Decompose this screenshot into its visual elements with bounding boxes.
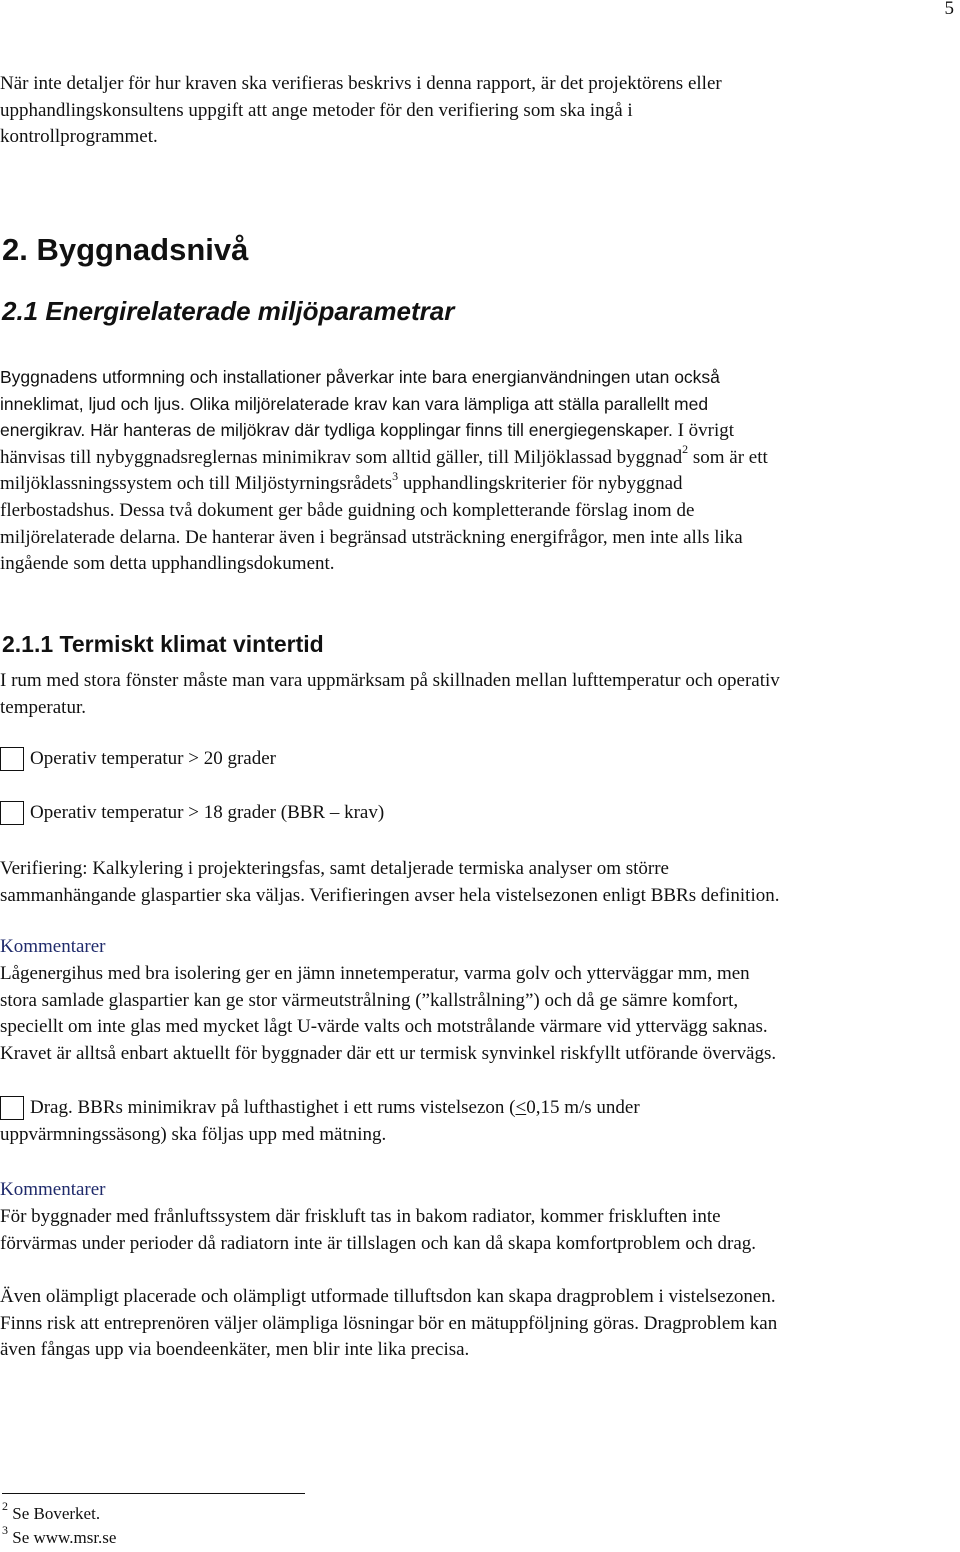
final-paragraph xyxy=(0,1284,958,1364)
drag-line xyxy=(0,1095,958,1122)
kommentar-paragraph xyxy=(0,1204,958,1257)
line-part: som är ett xyxy=(688,446,768,468)
heading-energirelaterade: 2.1 Energirelaterade miljöparametrar xyxy=(2,296,455,326)
paragraph-line: förvärmas under perioder då radiatorn inte är tillslagen och kan då skapa komfortproblem och drag. xyxy=(0,1232,757,1254)
checkbox[interactable] xyxy=(0,747,24,771)
footnote xyxy=(2,1499,101,1524)
paragraph-line: Kravet är alltså enbart aktuellt för byggnader där ett ur termisk synvinkel riskfyllt utförande övervägs. xyxy=(0,1042,777,1064)
paragraph-line: I rum med stora fönster måste man vara uppmärksam på skillnaden mellan lufttemperatur och operativ xyxy=(0,670,780,691)
kommentarer-heading: Kommentarer xyxy=(0,1179,106,1200)
paragraph-line: Byggnadens utformning och installationer påverkar inte bara energianvändningen utan också xyxy=(0,367,720,387)
heading-termiskt-klimat: 2.1.1 Termiskt klimat vintertid xyxy=(2,631,324,657)
option-label: Operativ temperatur > 18 grader (BBR – krav) xyxy=(30,802,385,823)
intro-line: kontrollprogrammet. xyxy=(0,126,158,148)
paragraph-line: inneklimat, ljud och ljus. Olika miljörelaterade krav kan vara lämpliga att ställa parallellt med xyxy=(0,393,709,414)
footnote-ref: 3 xyxy=(392,469,399,484)
kommentar-paragraph xyxy=(0,961,958,1067)
line-part: hänvisas till nybyggnadsreglernas minimikrav som alltid gäller, till Miljöklassad byggnad xyxy=(0,446,683,468)
paragraph-line: speciellt om inte glas med mycket lågt U-värde valts och motstrålande värmare vid yttervägg saknas. xyxy=(0,1016,768,1038)
paragraph-line: Även olämpligt placerade och olämpligt utformade tilluftsdon kan skapa dragproblem i vistelsezonen. xyxy=(0,1286,776,1307)
paragraph-line: stora samlade glaspartier kan ge stor värmeutstrålning (”kallstrålning”) och då ge sämre komfort, xyxy=(0,989,739,1011)
footnote-ref: 2 xyxy=(682,442,689,457)
paragraph-line: Finns risk att entreprenören väljer olämpliga lösningar bör en mätuppföljning göras. Dragproblem kan xyxy=(0,1312,778,1334)
line-part: I övrigt xyxy=(672,420,735,442)
footnote-separator xyxy=(2,1493,305,1494)
option-20-degrees[interactable] xyxy=(0,747,276,771)
paragraph-line: sammanhängande glaspartier ska väljas. Verifieringen avser hela vistelsezonen enligt BBRs definition. xyxy=(0,884,780,906)
line-part: energikrav. Här hanteras de miljökrav där tydliga kopplingar finns till energiegenskaper. xyxy=(0,420,673,441)
paragraph-line: miljörelaterade delarna. De hanterar även i begränsad utsträckning energifrågor, men inte alls lika xyxy=(0,526,743,548)
line-part: upphandlingskriterier för nybyggnad xyxy=(398,473,683,495)
footnote-text: Se www.msr.se xyxy=(8,1528,117,1547)
section-2-1-paragraph xyxy=(0,364,958,578)
page-number: 5 xyxy=(944,0,954,19)
paragraph-line xyxy=(0,442,958,472)
intro-paragraph xyxy=(0,71,958,151)
paragraph-line xyxy=(0,417,958,445)
paragraph-line: temperatur. xyxy=(0,696,86,718)
footnote-number: 2 xyxy=(2,1499,8,1514)
intro-line: När inte detaljer för hur kraven ska verifieras beskrivs i denna rapport, är det projektörens eller xyxy=(0,73,722,94)
checkbox[interactable] xyxy=(0,1096,24,1120)
line-part: miljöklassningssystem och till Miljöstyrningsrådets xyxy=(0,473,393,495)
paragraph-line: Lågenergihus med bra isolering ger en jämn innetemperatur, varma golv och ytterväggar mm, men xyxy=(0,963,750,984)
kommentarer-heading: Kommentarer xyxy=(0,936,106,957)
checkbox[interactable] xyxy=(0,801,24,825)
drag-option xyxy=(0,1095,958,1148)
paragraph-line: även fångas upp via boendeenkäter, men blir inte lika precisa. xyxy=(0,1339,470,1361)
option-18-degrees[interactable] xyxy=(0,801,384,825)
paragraph-line: flerbostadshus. Dessa två dokument ger både guidning och kompletterande förslag inom de xyxy=(0,499,695,521)
verification-paragraph xyxy=(0,856,958,909)
section-2-1-1-paragraph xyxy=(0,668,958,721)
paragraph-line: Verifiering: Kalkylering i projekteringsfas, samt detaljerade termiska analyser om större xyxy=(0,858,669,879)
paragraph-line xyxy=(0,471,958,498)
paragraph-line: ingående som detta upphandlingsdokument. xyxy=(0,553,335,575)
paragraph-line: För byggnader med frånluftssystem där friskluft tas in bakom radiator, kommer friskluften inte xyxy=(0,1206,721,1227)
less-equal-sign: < xyxy=(515,1097,527,1118)
footnote-text: Se Boverket. xyxy=(8,1504,101,1523)
drag-line: uppvärmningssäsong) ska följas upp med mätning. xyxy=(0,1123,387,1145)
footnote xyxy=(2,1523,117,1548)
line-part: Drag. BBRs minimikrav på lufthastighet i ett rums vistelsezon ( xyxy=(30,1097,516,1118)
heading-byggnadsniva: 2. Byggnadsnivå xyxy=(2,232,249,267)
line-part: 0,15 m/s under xyxy=(526,1097,640,1118)
intro-line: upphandlingskonsultens uppgift att ange metoder för den verifiering som ska ingå i xyxy=(0,99,633,121)
footnote-number: 3 xyxy=(2,1523,8,1538)
option-label: Operativ temperatur > 20 grader xyxy=(30,748,276,769)
